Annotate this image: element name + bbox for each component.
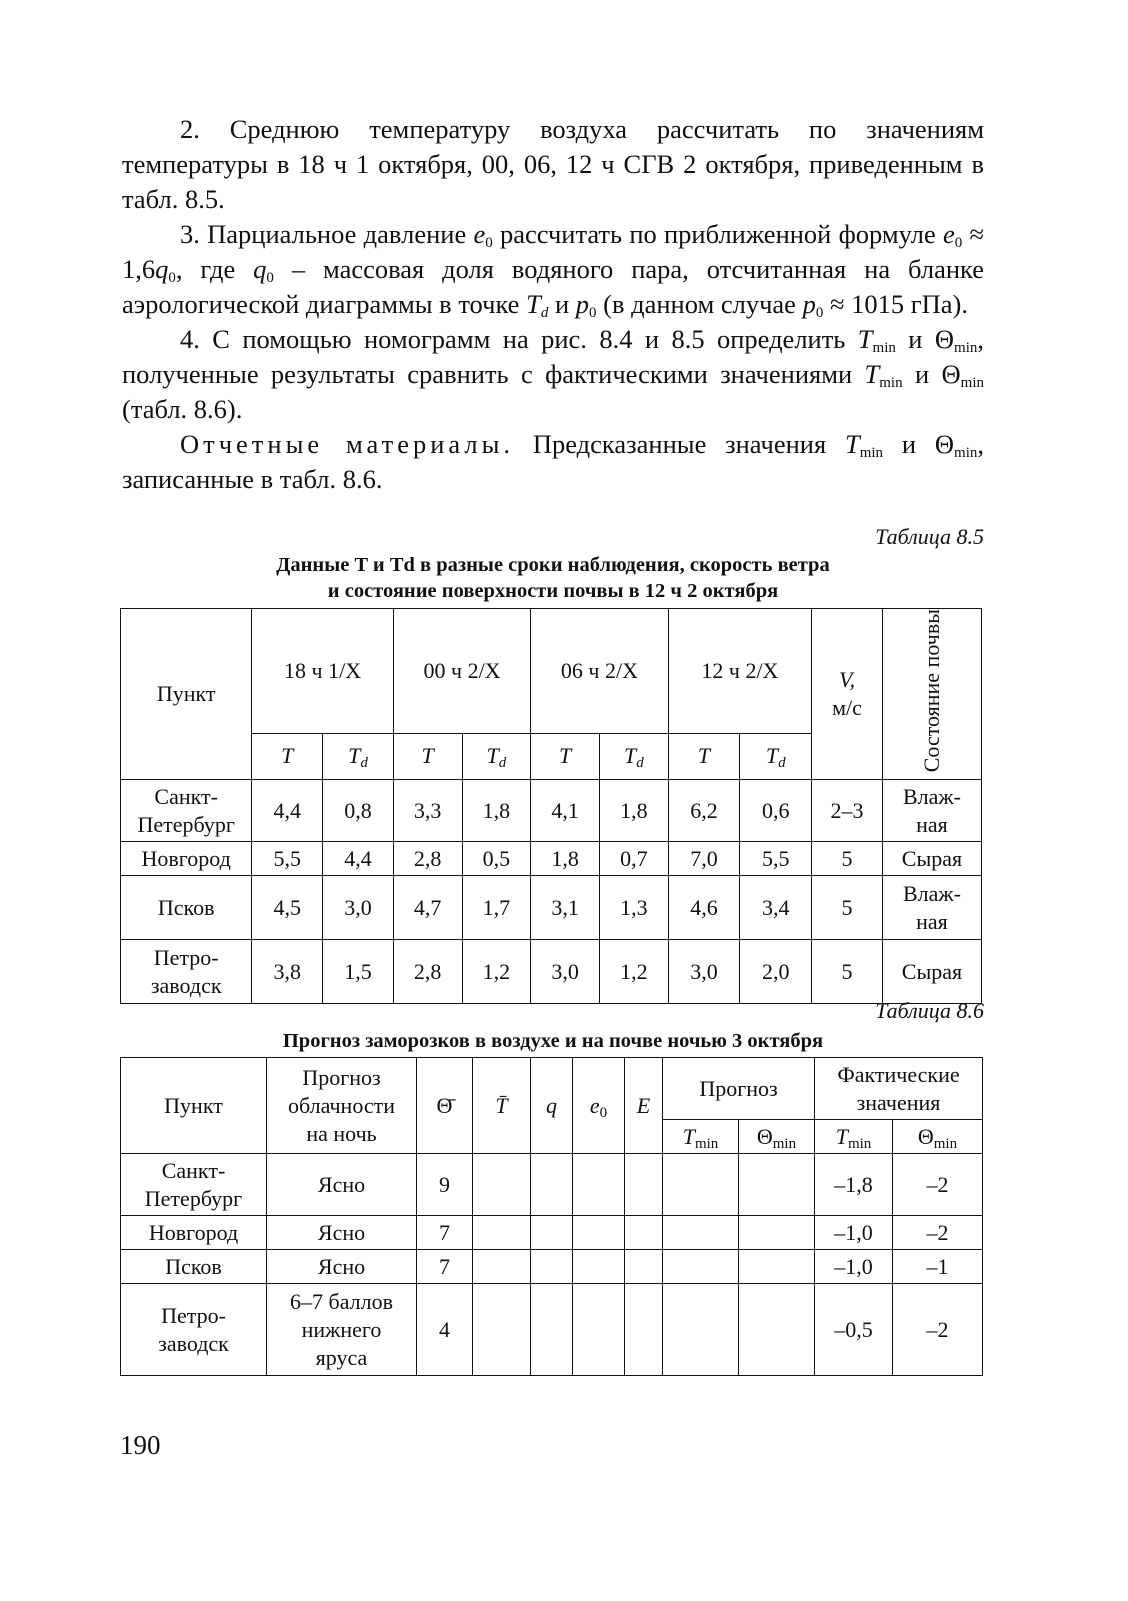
value-cell: 6,2 — [668, 780, 740, 842]
value-cell: 4,7 — [393, 876, 462, 940]
empty-cell — [739, 1284, 815, 1376]
point-cell: Новгород — [121, 842, 252, 876]
table-8-5-caption: Таблица 8.5 — [875, 524, 984, 549]
cloud-cell: Ясно — [267, 1250, 417, 1284]
text-span: – массовая доля водяного пара, отсчитанная на бланке аэрологической диаграммы в точке — [122, 254, 985, 319]
value-cell: 3,1 — [531, 876, 600, 940]
empty-cell — [625, 1250, 663, 1284]
empty-cell — [625, 1216, 663, 1250]
table-row — [121, 1250, 983, 1284]
table-row — [121, 876, 982, 940]
title-line: и состояние поверхности почвы в 12 ч 2 октября — [327, 580, 779, 602]
empty-cell — [473, 1250, 531, 1284]
theta-cell: 7 — [417, 1216, 473, 1250]
header-q: q — [531, 1058, 573, 1154]
header-forecast: Прогноз — [663, 1058, 815, 1120]
text-span: и — [883, 429, 935, 459]
header-v-label: V, — [838, 667, 856, 693]
wind-cell: 5 — [812, 940, 883, 1004]
paragraph-4: 4. С помощью номограмм на рис. 8.4 и 8.5 определить $T_{min}$ и $\Theta_{min}$, полученные результаты сравнить с фактическими значениями $T_{min}$ и $\Theta_{min}$ (табл. 8.6). — [122, 324, 984, 424]
spaced-heading: Отчетные материалы. — [180, 429, 515, 459]
value-cell: 1,5 — [323, 940, 394, 1004]
sub-td: $T_d$ — [323, 733, 394, 780]
sub-td: $T_d$ — [740, 733, 812, 780]
sub-t: T — [531, 733, 600, 780]
paragraph-5: Отчетные материалы. Предсказанные значения $T_{min}$ и $\Theta_{min}$, записанные в табл. 8.6. — [122, 429, 984, 494]
value-cell: 0,8 — [323, 780, 394, 842]
table-8-6 — [120, 1057, 983, 1376]
value-cell: 5,5 — [252, 842, 323, 876]
empty-cell — [573, 1216, 625, 1250]
point-cell: Санкт- Петербург — [121, 1154, 267, 1216]
state-cell: Влаж- ная — [882, 780, 981, 842]
text-span: 3. Парциальное давление — [180, 219, 474, 249]
empty-cell — [531, 1284, 573, 1376]
empty-cell — [663, 1284, 739, 1376]
sub-thetamin: $\Theta_{min}$ — [739, 1120, 815, 1154]
header-state-label: Состояние почвы — [918, 609, 944, 773]
actual-theta-cell: –2 — [893, 1284, 983, 1376]
value-cell: 3,0 — [531, 940, 600, 1004]
paragraph-2: 2. Среднюю температуру воздуха рассчитать по значениям температуры в 18 ч 1 октября, 00, 06, 12 ч СГВ 2 октября, приведенным в табл. 8.5. — [122, 114, 984, 214]
text-span: и — [895, 324, 935, 354]
sub-td: $T_d$ — [462, 733, 531, 780]
empty-cell — [663, 1154, 739, 1216]
value-cell: 1,3 — [599, 876, 668, 940]
sub-t: T — [252, 733, 323, 780]
value-cell: 0,6 — [740, 780, 812, 842]
header-time: 18 ч 1/X — [252, 609, 393, 734]
table-8-6-title: Прогноз заморозков в воздухе и на почве ночью 3 октября — [282, 1030, 824, 1052]
table-8-5 — [120, 608, 982, 1004]
header-point: Пункт — [121, 1058, 267, 1154]
value-cell: 7,0 — [668, 842, 740, 876]
sub-t: T — [393, 733, 462, 780]
empty-cell — [663, 1250, 739, 1284]
table-row — [121, 1284, 983, 1376]
value-cell: 1,8 — [531, 842, 600, 876]
wind-cell: 5 — [812, 842, 883, 876]
cloud-cell: Ясно — [267, 1216, 417, 1250]
empty-cell — [473, 1284, 531, 1376]
empty-cell — [625, 1154, 663, 1216]
empty-cell — [531, 1154, 573, 1216]
value-cell: 1,7 — [462, 876, 531, 940]
text-span: (в данном случае — [596, 289, 803, 319]
value-cell: 4,5 — [252, 876, 323, 940]
text-span: , где — [175, 254, 254, 284]
sub-thetamin: $\Theta_{min}$ — [893, 1120, 983, 1154]
actual-theta-cell: –2 — [893, 1154, 983, 1216]
text-span: и — [902, 359, 942, 389]
empty-cell — [573, 1250, 625, 1284]
sub-tmin: $T_{min}$ — [663, 1120, 739, 1154]
header-actual: Фактические значения — [815, 1058, 983, 1120]
text-span: Предсказанные значения — [514, 429, 845, 459]
paragraph-3: 3. Парциальное давление $e_0$ рассчитать по приближенной формуле $e_0 \approx 1,6q_0$, где $q_0$ – массовая доля водяного пара, отсчитанная на бланке аэрологической диаграммы в точке $T_d$ и $p_0$ (в данном случае $p_0 \approx 1015$ гПа). — [122, 219, 985, 321]
page-number: 190 — [120, 1430, 161, 1460]
table-row — [121, 842, 982, 876]
body-text — [122, 112, 984, 497]
value-cell: 2,8 — [393, 940, 462, 1004]
value-cell: 1,8 — [599, 780, 668, 842]
value-cell: 1,2 — [599, 940, 668, 1004]
value-cell: 0,5 — [462, 842, 531, 876]
header-point: Пункт — [121, 609, 252, 780]
header-wind — [812, 609, 883, 780]
table-row — [121, 780, 982, 842]
wind-cell: 2–3 — [812, 780, 883, 842]
empty-cell — [625, 1284, 663, 1376]
value-cell: 3,8 — [252, 940, 323, 1004]
cloud-cell: 6–7 баллов нижнего яруса — [267, 1284, 417, 1376]
empty-cell — [573, 1284, 625, 1376]
title-line: Данные T и Td в разные сроки наблюдения, скорость ветра — [276, 554, 830, 576]
cloud-cell: Ясно — [267, 1154, 417, 1216]
state-cell: Сырая — [882, 842, 981, 876]
header-time: 06 ч 2/X — [531, 609, 668, 734]
empty-cell — [473, 1154, 531, 1216]
theta-cell: 7 — [417, 1250, 473, 1284]
empty-cell — [739, 1154, 815, 1216]
value-cell: 5,5 — [740, 842, 812, 876]
wind-cell: 5 — [812, 876, 883, 940]
point-cell: Псков — [121, 1250, 267, 1284]
value-cell: 3,3 — [393, 780, 462, 842]
table-row — [121, 1154, 983, 1216]
value-cell: 1,8 — [462, 780, 531, 842]
value-cell: 1,2 — [462, 940, 531, 1004]
actual-t-cell: –0,5 — [815, 1284, 893, 1376]
sub-td: $T_d$ — [599, 733, 668, 780]
value-cell: 2,0 — [740, 940, 812, 1004]
header-tbar: T̄ — [473, 1058, 531, 1154]
value-cell: 3,0 — [323, 876, 394, 940]
point-cell: Псков — [121, 876, 252, 940]
state-cell: Влаж- ная — [882, 876, 981, 940]
point-cell: Петро- заводск — [121, 1284, 267, 1376]
actual-t-cell: –1,8 — [815, 1154, 893, 1216]
empty-cell — [739, 1216, 815, 1250]
sub-t: T — [668, 733, 740, 780]
text-span: рассчитать по приближенной формуле — [492, 219, 943, 249]
header-v-unit: м/с — [832, 695, 862, 721]
empty-cell — [573, 1154, 625, 1216]
value-cell: 2,8 — [393, 842, 462, 876]
point-cell: Новгород — [121, 1216, 267, 1250]
theta-cell: 4 — [417, 1284, 473, 1376]
actual-theta-cell: –2 — [893, 1216, 983, 1250]
header-e0: $e_0$ — [573, 1058, 625, 1154]
value-cell: 4,4 — [252, 780, 323, 842]
header-time: 00 ч 2/X — [393, 609, 530, 734]
text-span: , записанные в табл. 8.6. — [122, 429, 984, 494]
actual-t-cell: –1,0 — [815, 1216, 893, 1250]
value-cell: 3,4 — [740, 876, 812, 940]
actual-t-cell: –1,0 — [815, 1250, 893, 1284]
header-state — [882, 609, 981, 780]
header-E: E — [625, 1058, 663, 1154]
text-span: (табл. 8.6). — [122, 394, 243, 424]
sub-tmin: $T_{min}$ — [815, 1120, 893, 1154]
text-span: , полученные результаты сравнить с фактическими значениями — [122, 324, 984, 389]
header-time: 12 ч 2/X — [668, 609, 811, 734]
value-cell: 4,6 — [668, 876, 740, 940]
point-cell: Петро- заводск — [121, 940, 252, 1004]
text-span: ). — [952, 289, 968, 319]
value-cell: 0,7 — [599, 842, 668, 876]
table-8-6-caption: Таблица 8.6 — [875, 998, 984, 1023]
text-span: и — [548, 289, 576, 319]
value-cell: 4,4 — [323, 842, 394, 876]
value-cell: 3,0 — [668, 940, 740, 1004]
state-cell: Сырая — [882, 940, 981, 1004]
theta-cell: 9 — [417, 1154, 473, 1216]
empty-cell — [739, 1250, 815, 1284]
header-theta: Θ̄ — [417, 1058, 473, 1154]
empty-cell — [531, 1216, 573, 1250]
actual-theta-cell: –1 — [893, 1250, 983, 1284]
point-cell: Санкт- Петербург — [121, 780, 252, 842]
header-cloud: Прогноз облачности на ночь — [267, 1058, 417, 1154]
table-row — [121, 940, 982, 1004]
text-span: 4. С помощью номограмм на рис. 8.4 и 8.5 определить — [180, 324, 858, 354]
table-8-5-title — [122, 552, 984, 604]
empty-cell — [473, 1216, 531, 1250]
empty-cell — [531, 1250, 573, 1284]
empty-cell — [663, 1216, 739, 1250]
value-cell: 4,1 — [531, 780, 600, 842]
table-row — [121, 1216, 983, 1250]
